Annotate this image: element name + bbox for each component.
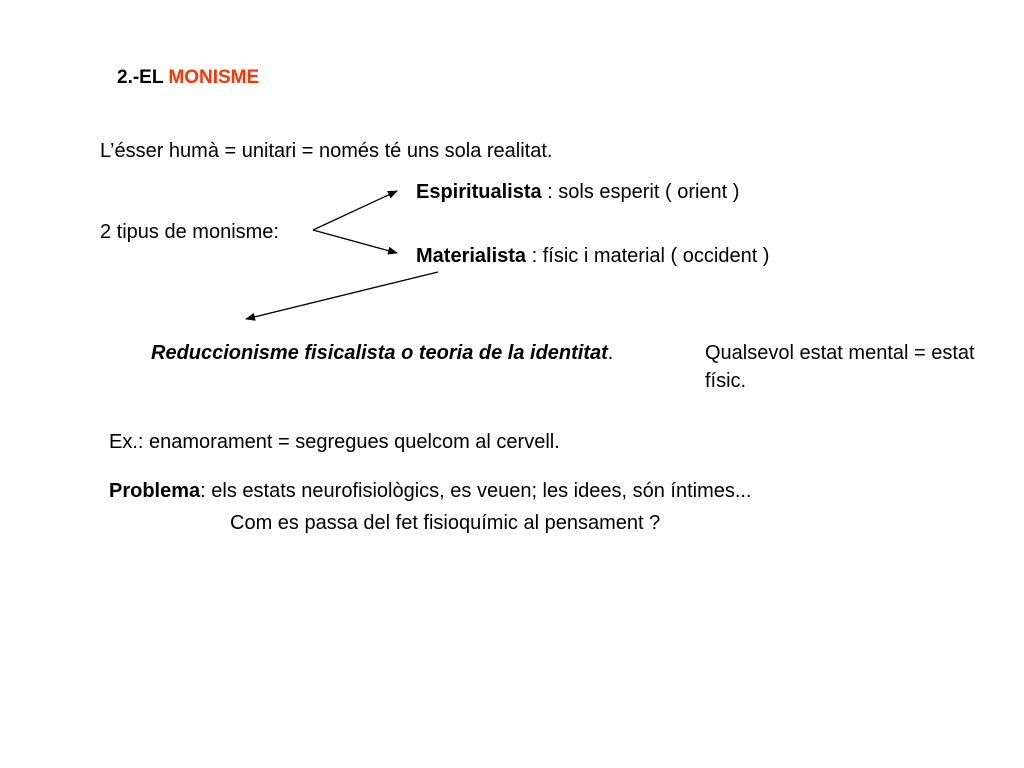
problem-description: : els estats neurofisiològics, es veuen; les idees, són íntimes... — [200, 480, 752, 502]
problem-line — [109, 479, 752, 503]
reductionism-term: Reduccionisme fisicalista o teoria de la identitat — [151, 342, 608, 364]
title-highlight: MONISME — [168, 67, 260, 88]
example-line: Ex.: enamorament = segregues quelcom al cervell. — [109, 431, 560, 453]
arrow-to-reductionism — [246, 272, 438, 319]
question-line: Com es passa del fet fisioquímic al pensament ? — [230, 512, 661, 534]
mental-state-line-1: Qualsevol estat mental = estat — [705, 342, 975, 364]
monism-definition: L’ésser humà = unitari = només té uns sola realitat. — [100, 140, 553, 162]
arrow-to-materialist — [313, 230, 397, 253]
mental-state-line-2: físic. — [705, 370, 747, 392]
problem-term: Problema — [109, 480, 201, 502]
spiritualist-term: Espiritualista — [416, 181, 542, 203]
materialist-line — [416, 244, 769, 268]
spiritualist-description: : sols esperit ( orient ) — [541, 181, 740, 203]
arrow-to-spiritualist — [313, 191, 397, 230]
materialist-term: Materialista — [416, 245, 527, 267]
materialist-description: : físic i material ( occident ) — [526, 245, 770, 267]
reductionism-line — [151, 341, 613, 365]
reductionism-period: . — [607, 342, 614, 364]
slide-title — [117, 66, 259, 90]
spiritualist-line — [416, 180, 739, 204]
title-prefix: 2.-EL — [117, 67, 169, 88]
monism-types-label: 2 tipus de monisme: — [100, 221, 279, 243]
